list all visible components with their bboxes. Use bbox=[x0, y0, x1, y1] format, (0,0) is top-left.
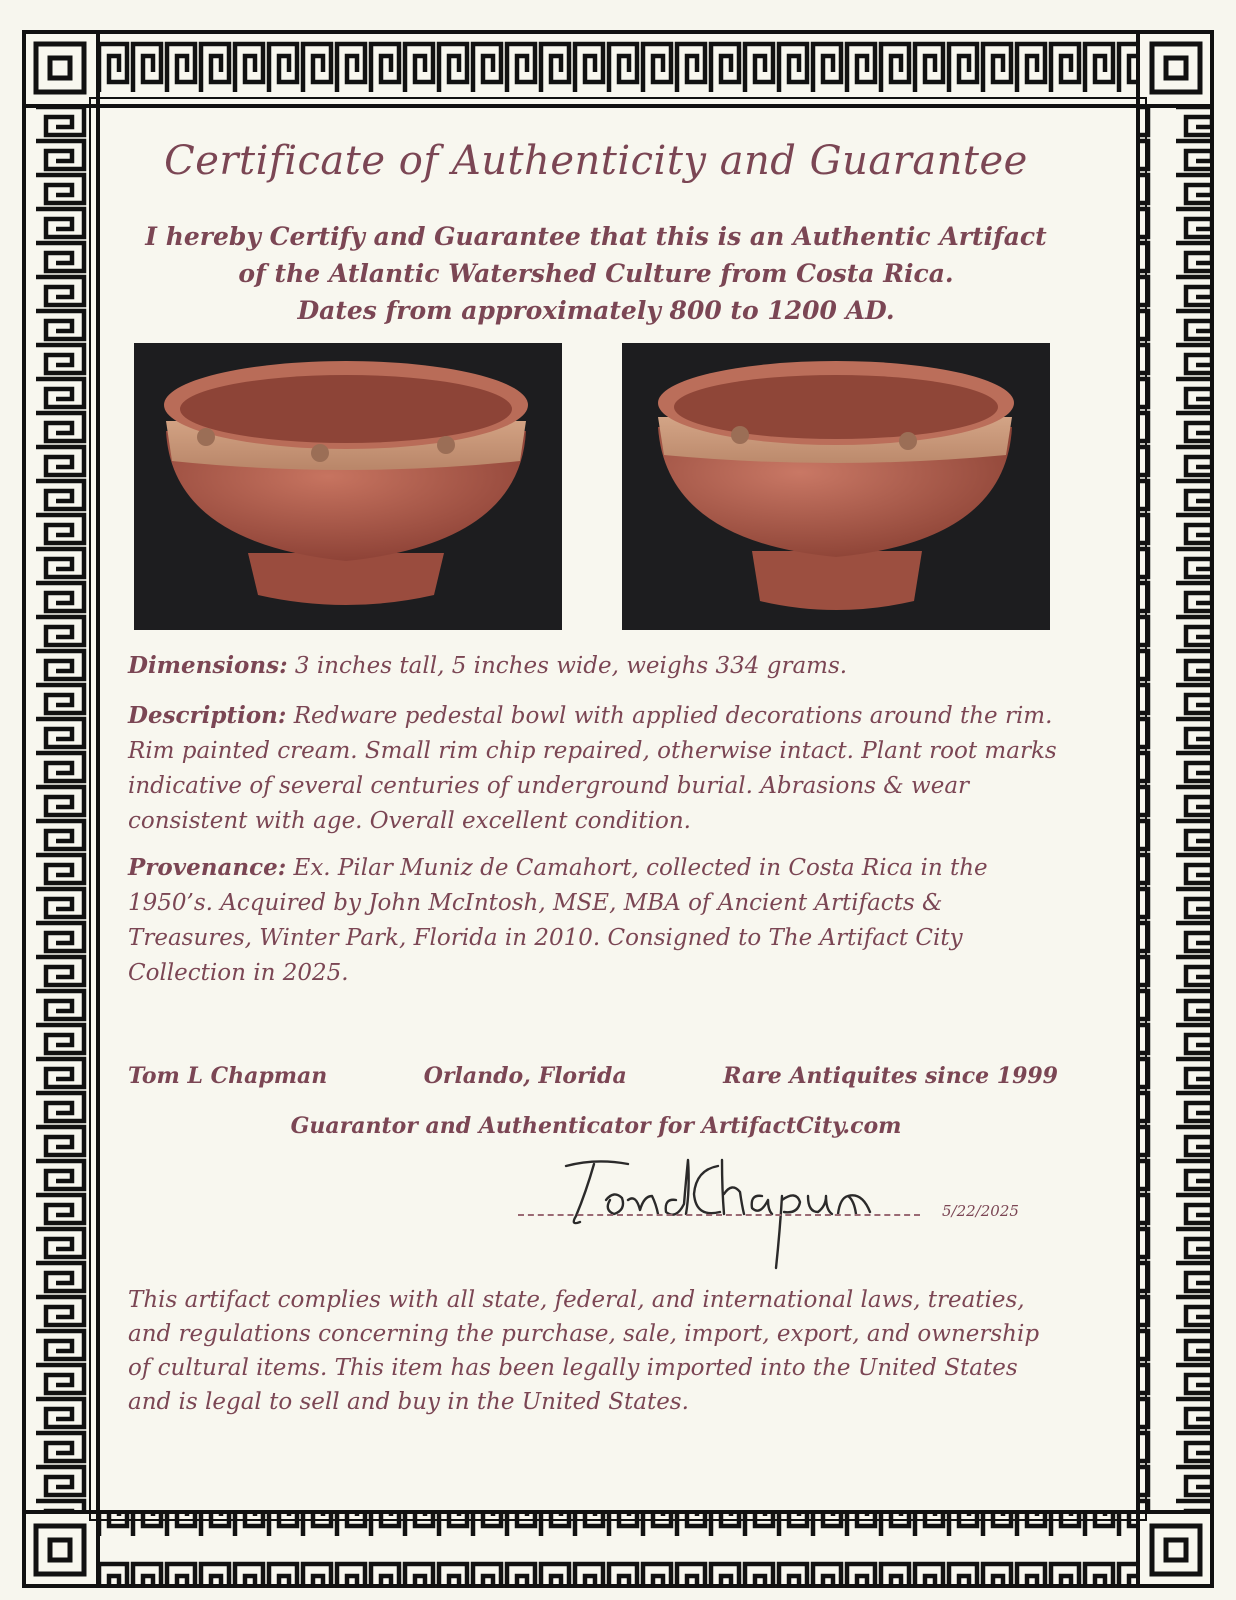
guarantor-line: Guarantor and Authenticator for ArtifactCity.com bbox=[290, 1113, 902, 1139]
statement-line: Dates from approximately 800 to 1200 AD. bbox=[297, 296, 895, 325]
statement-line: of the Atlantic Watershed Culture from Costa Rica. bbox=[238, 259, 954, 288]
signature-date: 5/22/2025 bbox=[942, 1202, 1019, 1220]
certificate-title: Certificate of Authenticity and Guarantee bbox=[164, 138, 1028, 184]
description-text: Redware pedestal bowl with applied decorations around the rim. Rim painted cream. Small rim chip repaired, otherwise intact. Plant root marks indicative of several centuries of underground burial. Abrasions & wear consistent with age. Overall excellent condition. bbox=[128, 703, 1057, 834]
description-label: Description: bbox=[128, 702, 287, 729]
certification-statement bbox=[106, 218, 1086, 329]
artifact-photo-front bbox=[134, 343, 562, 630]
dimensions-label: Dimensions: bbox=[128, 652, 288, 679]
signer-location: Orlando, Florida bbox=[423, 1063, 627, 1089]
dimensions-text: 3 inches tall, 5 inches wide, weighs 334 grams. bbox=[287, 653, 848, 679]
artifact-photo-back bbox=[622, 343, 1050, 630]
signer-name: Tom L Chapman bbox=[128, 1063, 328, 1089]
provenance-section bbox=[128, 850, 1058, 991]
signer-info-row bbox=[128, 1063, 1058, 1089]
statement-line: I hereby Certify and Guarantee that this is an Authentic Artifact bbox=[145, 222, 1047, 251]
provenance-text: Ex. Pilar Muniz de Camahort, collected in Costa Rica in the 1950’s. Acquired by John McIntosh, MSE, MBA of Ancient Artifacts & Treasures, Winter Park, Florida in 2010. Consigned to The Artifact City Collection in 2025. bbox=[128, 855, 988, 986]
handwritten-signature bbox=[536, 1130, 876, 1280]
signature-line bbox=[518, 1214, 920, 1216]
certificate-content bbox=[106, 108, 1086, 1480]
provenance-label: Provenance: bbox=[128, 854, 287, 881]
dimensions-section bbox=[128, 648, 1058, 684]
legal-compliance-statement: This artifact complies with all state, federal, and international laws, treaties, and regulations concerning the purchase, sale, import, export, and ownership of cultural items. This item has been legally imported into the United States and is legal to sell and buy in the United States. bbox=[128, 1287, 1040, 1415]
business-since: Rare Antiquites since 1999 bbox=[723, 1063, 1058, 1089]
description-section bbox=[128, 698, 1058, 839]
